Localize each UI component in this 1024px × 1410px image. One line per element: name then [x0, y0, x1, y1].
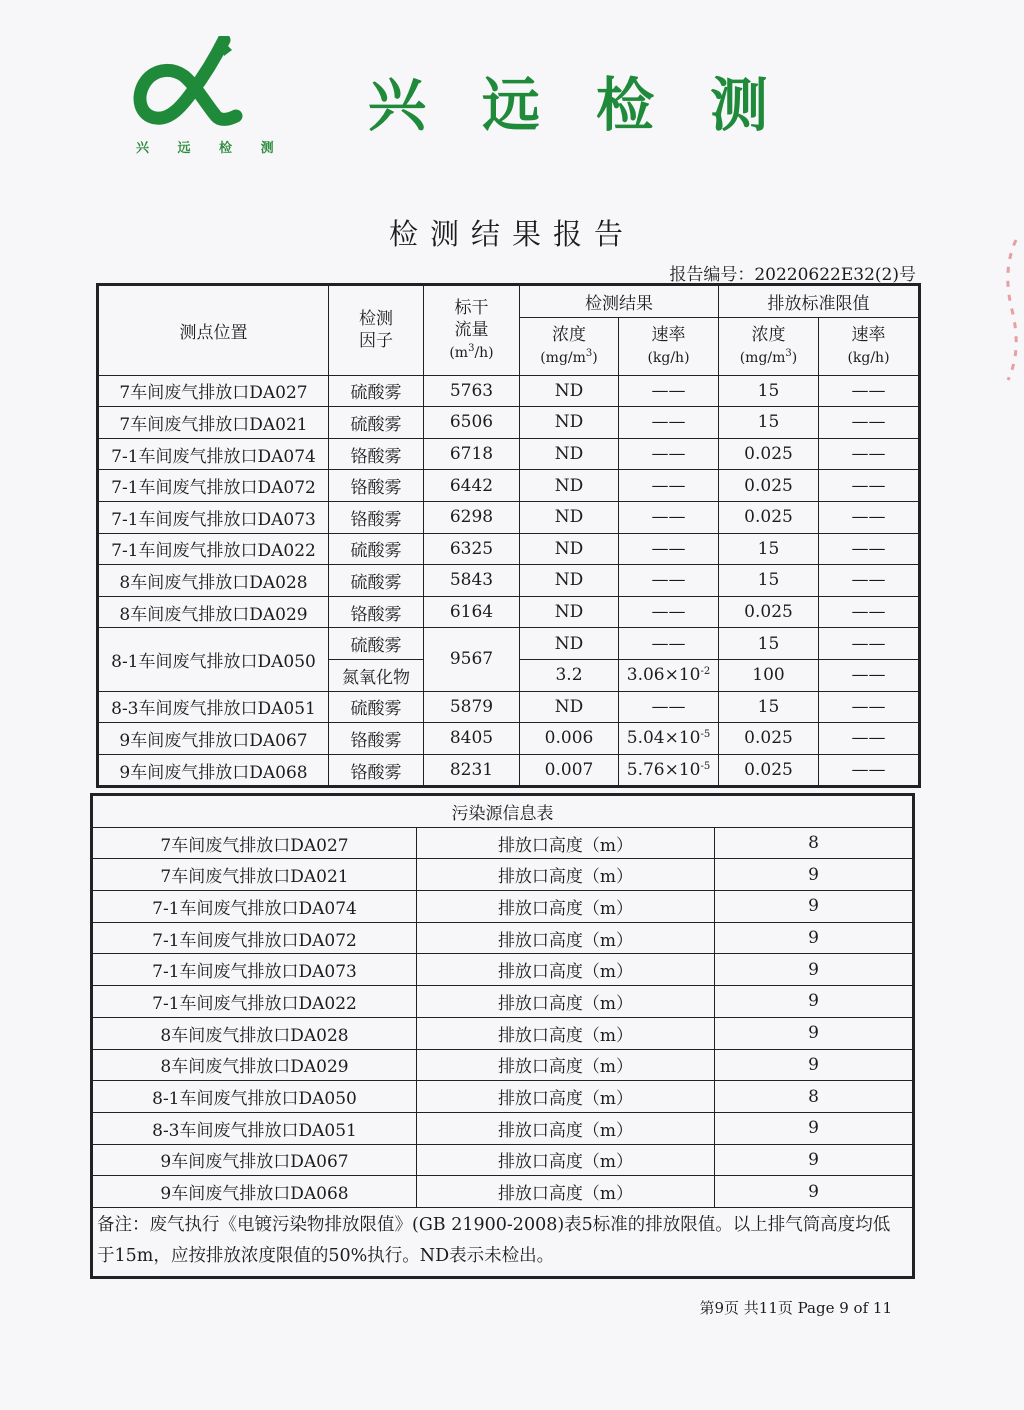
- limit-rate-cell: ——: [819, 723, 920, 755]
- source-value-cell: 8: [715, 827, 914, 859]
- conc-cell: ND: [520, 501, 619, 533]
- factor-cell: 硫酸雾: [329, 565, 424, 597]
- rate-cell: ——: [619, 691, 719, 723]
- rate-cell: ——: [619, 596, 719, 628]
- limit-rate-cell: ——: [819, 754, 920, 787]
- source-location-cell: 7-1车间废气排放口DA022: [92, 986, 417, 1018]
- conc-cell: ND: [520, 596, 619, 628]
- flow-cell: 6718: [424, 438, 520, 470]
- location-cell: 9车间废气排放口DA067: [98, 723, 329, 755]
- table-row: [98, 596, 920, 628]
- location-cell: 7-1车间废气排放口DA072: [98, 470, 329, 502]
- factor-cell: 硫酸雾: [329, 375, 424, 407]
- source-location-cell: 7车间废气排放口DA021: [92, 859, 417, 891]
- flow-cell: 8405: [424, 723, 520, 755]
- flow-cell: 6325: [424, 533, 520, 565]
- source-location-cell: 9车间废气排放口DA068: [92, 1176, 417, 1208]
- table-row: [98, 565, 920, 597]
- table-row: [98, 407, 920, 439]
- table-row: [92, 859, 914, 891]
- note-row: [92, 1207, 914, 1277]
- factor-cell: 硫酸雾: [329, 407, 424, 439]
- source-value-cell: 9: [715, 1049, 914, 1081]
- table-row: [92, 954, 914, 986]
- location-cell: 7车间废气排放口DA027: [98, 375, 329, 407]
- location-cell: 8-1车间废气排放口DA050: [98, 628, 329, 691]
- limit-conc-cell: 0.025: [719, 501, 819, 533]
- conc-cell: ND: [520, 628, 619, 660]
- source-value-cell: 9: [715, 954, 914, 986]
- source-param-cell: 排放口高度（m）: [417, 1081, 715, 1113]
- table-row: [98, 438, 920, 470]
- rate-cell: ——: [619, 470, 719, 502]
- limit-rate-cell: ——: [819, 438, 920, 470]
- limit-rate-cell: ——: [819, 375, 920, 407]
- limit-rate-cell: ——: [819, 628, 920, 660]
- factor-cell: 硫酸雾: [329, 628, 424, 660]
- source-value-cell: 9: [715, 1144, 914, 1176]
- source-param-cell: 排放口高度（m）: [417, 891, 715, 923]
- limit-rate-cell: ——: [819, 659, 920, 691]
- limit-rate-cell: ——: [819, 470, 920, 502]
- limit-conc-cell: 15: [719, 407, 819, 439]
- page-footer: 第9页 共11页 Page 9 of 11: [699, 1299, 892, 1317]
- source-param-cell: 排放口高度（m）: [417, 922, 715, 954]
- location-cell: 8车间废气排放口DA029: [98, 596, 329, 628]
- results-table: [96, 283, 921, 788]
- rate-cell: ——: [619, 407, 719, 439]
- limit-conc-cell: 15: [719, 691, 819, 723]
- flow-cell: 5879: [424, 691, 520, 723]
- factor-cell: 氮氧化物: [329, 659, 424, 691]
- conc-cell: ND: [520, 533, 619, 565]
- location-cell: 8-3车间废气排放口DA051: [98, 691, 329, 723]
- limit-rate-cell: ——: [819, 691, 920, 723]
- factor-cell: 铬酸雾: [329, 596, 424, 628]
- rate-cell: ——: [619, 501, 719, 533]
- limit-conc-cell: 15: [719, 628, 819, 660]
- table-row: [98, 691, 920, 723]
- factor-cell: 铬酸雾: [329, 438, 424, 470]
- header-flow: 标干 流量 $(m^3/h)$: [424, 285, 520, 376]
- header-limits: 排放标准限值: [719, 285, 920, 318]
- conc-cell: ND: [520, 375, 619, 407]
- table-row: [92, 1112, 914, 1144]
- source-param-cell: 排放口高度（m）: [417, 1144, 715, 1176]
- source-param-cell: 排放口高度（m）: [417, 1112, 715, 1144]
- table-row: [92, 1176, 914, 1208]
- limit-conc-cell: 0.025: [719, 723, 819, 755]
- conc-cell: ND: [520, 438, 619, 470]
- source-value-cell: 8: [715, 1081, 914, 1113]
- conc-cell: 0.007: [520, 754, 619, 787]
- source-location-cell: 7-1车间废气排放口DA072: [92, 922, 417, 954]
- conc-cell: ND: [520, 407, 619, 439]
- table-row: [92, 891, 914, 923]
- header-conc: 浓度 $(mg/m^3)$: [520, 317, 619, 375]
- flow-cell: 6164: [424, 596, 520, 628]
- limit-rate-cell: ——: [819, 596, 920, 628]
- logo-caption: 兴 远 检 测: [136, 141, 286, 156]
- limit-rate-cell: ——: [819, 565, 920, 597]
- flow-cell: 5763: [424, 375, 520, 407]
- header-results: 检测结果: [520, 285, 719, 318]
- conc-cell: ND: [520, 565, 619, 597]
- table-row: [98, 375, 920, 407]
- conc-cell: ND: [520, 691, 619, 723]
- source-param-cell: 排放口高度（m）: [417, 954, 715, 986]
- rate-cell: ——: [619, 565, 719, 597]
- header-factor: 检测 因子: [329, 285, 424, 376]
- factor-cell: 硫酸雾: [329, 691, 424, 723]
- source-param-cell: 排放口高度（m）: [417, 827, 715, 859]
- limit-conc-cell: 100: [719, 659, 819, 691]
- limit-conc-cell: 15: [719, 533, 819, 565]
- rate-cell: ——: [619, 375, 719, 407]
- source-info-table: [90, 793, 915, 1279]
- limit-conc-cell: 0.025: [719, 438, 819, 470]
- rate-cell: ——: [619, 438, 719, 470]
- report-title: 检测结果报告: [388, 217, 635, 251]
- table-row: [92, 1081, 914, 1113]
- source-location-cell: 7-1车间废气排放口DA074: [92, 891, 417, 923]
- limit-conc-cell: 0.025: [719, 470, 819, 502]
- red-stamp-mark-icon: [996, 230, 1024, 390]
- source-value-cell: 9: [715, 1176, 914, 1208]
- source-value-cell: 9: [715, 922, 914, 954]
- report-number: 报告编号：20220622E32(2)号: [669, 265, 916, 285]
- header-location: 测点位置: [98, 285, 329, 376]
- limit-conc-cell: 0.025: [719, 596, 819, 628]
- table-row: [92, 986, 914, 1018]
- limit-conc-cell: 15: [719, 375, 819, 407]
- flow-cell: 5843: [424, 565, 520, 597]
- flow-cell: 6506: [424, 407, 520, 439]
- factor-cell: 铬酸雾: [329, 501, 424, 533]
- table-row: [98, 723, 920, 755]
- location-cell: 7-1车间废气排放口DA074: [98, 438, 329, 470]
- rate-cell: $5.04\times 10^{-5}$: [619, 723, 719, 755]
- flow-cell: 9567: [424, 628, 520, 691]
- location-cell: 7-1车间废气排放口DA073: [98, 501, 329, 533]
- source-location-cell: 7-1车间废气排放口DA073: [92, 954, 417, 986]
- conc-cell: ND: [520, 470, 619, 502]
- table-row: [92, 1049, 914, 1081]
- table-row: [98, 470, 920, 502]
- source-param-cell: 排放口高度（m）: [417, 986, 715, 1018]
- location-cell: 9车间废气排放口DA068: [98, 754, 329, 787]
- conc-cell: 0.006: [520, 723, 619, 755]
- company-logo-icon: [132, 36, 244, 132]
- table-row: [92, 827, 914, 859]
- factor-cell: 硫酸雾: [329, 533, 424, 565]
- table-row: [92, 1144, 914, 1176]
- limit-conc-cell: 0.025: [719, 754, 819, 787]
- source-location-cell: 8-3车间废气排放口DA051: [92, 1112, 417, 1144]
- location-cell: 7-1车间废气排放口DA022: [98, 533, 329, 565]
- limit-conc-cell: 15: [719, 565, 819, 597]
- source-location-cell: 9车间废气排放口DA067: [92, 1144, 417, 1176]
- limit-rate-cell: ——: [819, 407, 920, 439]
- source-param-cell: 排放口高度（m）: [417, 859, 715, 891]
- note-text: 备注：废气执行《电镀污染物排放限值》(GB 21900-2008)表5标准的排放限值。以上排气筒高度均低于15m，应按排放浓度限值的50%执行。ND表示未检出。: [92, 1207, 914, 1277]
- table-row: [98, 628, 920, 660]
- rate-cell: $3.06\times 10^{-2}$: [619, 659, 719, 691]
- source-location-cell: 8车间废气排放口DA029: [92, 1049, 417, 1081]
- header-limit-rate: 速率 (kg/h): [819, 317, 920, 375]
- source-value-cell: 9: [715, 859, 914, 891]
- flow-cell: 6442: [424, 470, 520, 502]
- source-param-cell: 排放口高度（m）: [417, 1049, 715, 1081]
- source-value-cell: 9: [715, 986, 914, 1018]
- conc-cell: 3.2: [520, 659, 619, 691]
- source-location-cell: 8车间废气排放口DA028: [92, 1017, 417, 1049]
- header-limit-conc: 浓度 $(mg/m^3)$: [719, 317, 819, 375]
- source-location-cell: 8-1车间废气排放口DA050: [92, 1081, 417, 1113]
- table-row: [92, 1017, 914, 1049]
- rate-cell: ——: [619, 628, 719, 660]
- brand-title: 兴远检测: [368, 71, 825, 139]
- source-value-cell: 9: [715, 891, 914, 923]
- table-row: [98, 501, 920, 533]
- flow-cell: 6298: [424, 501, 520, 533]
- location-cell: 8车间废气排放口DA028: [98, 565, 329, 597]
- factor-cell: 铬酸雾: [329, 723, 424, 755]
- source-table-title: 污染源信息表: [92, 795, 914, 828]
- source-location-cell: 7车间废气排放口DA027: [92, 827, 417, 859]
- table-row: [92, 922, 914, 954]
- rate-cell: ——: [619, 533, 719, 565]
- limit-rate-cell: ——: [819, 533, 920, 565]
- factor-cell: 铬酸雾: [329, 470, 424, 502]
- source-value-cell: 9: [715, 1017, 914, 1049]
- rate-cell: $5.76\times 10^{-5}$: [619, 754, 719, 787]
- source-param-cell: 排放口高度（m）: [417, 1017, 715, 1049]
- table-row: [98, 533, 920, 565]
- flow-cell: 8231: [424, 754, 520, 787]
- table-row: [98, 754, 920, 787]
- source-param-cell: 排放口高度（m）: [417, 1176, 715, 1208]
- header-rate: 速率 (kg/h): [619, 317, 719, 375]
- source-value-cell: 9: [715, 1112, 914, 1144]
- location-cell: 7车间废气排放口DA021: [98, 407, 329, 439]
- factor-cell: 铬酸雾: [329, 754, 424, 787]
- limit-rate-cell: ——: [819, 501, 920, 533]
